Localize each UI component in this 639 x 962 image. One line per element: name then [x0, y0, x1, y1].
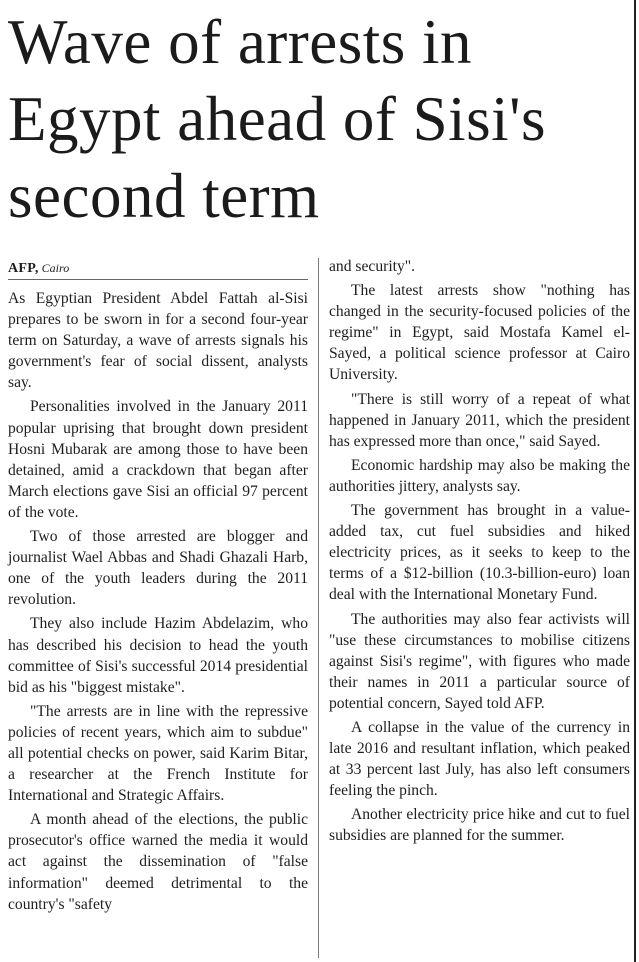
paragraph: Economic hardship may also be making the authorities jittery, analysts say.	[329, 456, 630, 495]
page-edge-rule	[634, 0, 636, 962]
article-column-right	[329, 256, 630, 850]
paragraph: Another electricity price hike and cut to fuel subsidies are planned for the summer.	[329, 806, 630, 845]
column-divider	[318, 258, 319, 958]
paragraph-continuation: and security".	[329, 258, 416, 275]
paragraph: Two of those arrested are blogger and journalist Wael Abbas and Shadi Ghazali Harb, one of the youth leaders during the 2011 revolution.	[8, 528, 308, 609]
byline-location: Cairo	[41, 261, 70, 275]
paragraph: "The arrests are in line with the repressive policies of recent years, which aim to subdue" all potential checks on power, said Karim Bitar, a researcher at the French Institute for International and Strategic Affairs.	[8, 702, 308, 805]
byline-agency: AFP,	[8, 261, 39, 276]
article-column-left	[8, 256, 308, 918]
paragraph: "There is still worry of a repeat of what happened in January 2011, which the president has expressed more than once," said Sayed.	[329, 390, 630, 450]
paragraph: The latest arrests show "nothing has changed in the security-focused policies of the regime" in Egypt, said Mostafa Kamel el-Sayed, a political science professor at Cairo University.	[329, 282, 630, 384]
byline	[8, 256, 308, 280]
paragraph: The government has brought in a value-added tax, cut fuel subsidies and hiked electricity prices, as it seeks to keep to the terms of a $12-billion (10.3-billion-euro) loan deal with the International Monetary Fund.	[329, 502, 630, 604]
paragraph: The authorities may also fear activists will "use these circumstances to mobilise citizens against Sisi's regime", with figures who made their names in 2011 a particular source of potential concern, Sayed told AFP.	[329, 610, 630, 712]
paragraph: A month ahead of the elections, the public prosecutor's office warned the media it would act against the dissemination of "false information" deemed detrimental to the country's "safety	[8, 811, 308, 913]
paragraph: Personalities involved in the January 2011 popular uprising that brought down president Hosni Mubarak are among those to have been detained, amid a crackdown that began after March elections gave Sisi an official 97 percent of the vote.	[8, 398, 308, 521]
paragraph: As Egyptian President Abdel Fattah al-Sisi prepares to be sworn in for a second four-year term on Saturday, a wave of arrests signals his government's fear of social dissent, analysts say.	[8, 290, 308, 392]
article-headline: Wave of arrests in Egypt ahead of Sisi's second term	[8, 7, 547, 231]
paragraph: They also include Hazim Abdelazim, who has described his decision to head the youth committee of Sisi's successful 2014 presidential bid as his "biggest mistake".	[8, 615, 308, 696]
paragraph: A collapse in the value of the currency in late 2016 and resultant inflation, which peaked at 33 percent last July, has also left consumers feeling the pinch.	[329, 718, 630, 800]
